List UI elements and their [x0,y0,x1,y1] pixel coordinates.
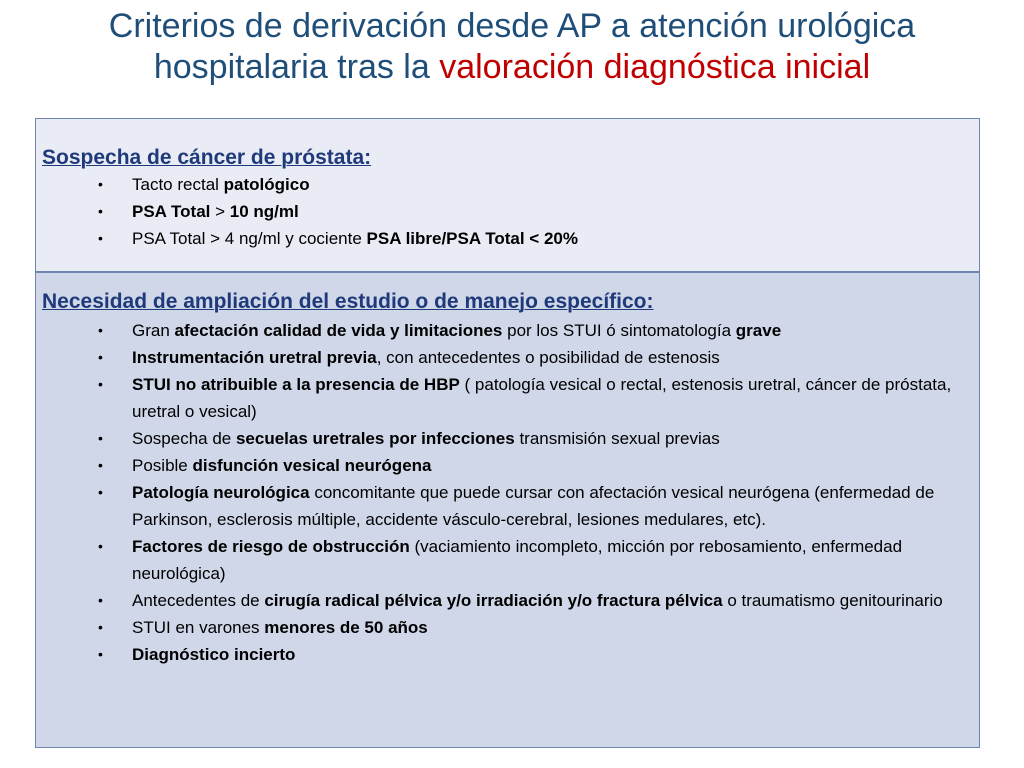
emphasis-text: cirugía radical pélvica y/o irradiación y/o fractura pélvica [264,591,723,610]
item-text: Tacto rectal [132,175,224,194]
section-extended-study [35,272,980,748]
emphasis-text: Patología neurológica [132,483,310,502]
item-text: Posible [132,456,193,475]
item-text: o traumatismo genitourinario [722,591,943,610]
item-text: Sospecha de [132,429,236,448]
emphasis-text: disfunción vesical neurógena [192,456,432,475]
item-text: ( patología vesical o rectal, estenosis uretral, cáncer de próstata, uretral o vesical) [132,375,952,421]
bullet-icon: • [98,203,103,219]
title-line-1: Criterios de derivación desde AP a atención urológica [108,7,916,45]
bullet-icon: • [98,619,103,635]
item-text: por los STUI ó sintomatología [502,321,736,340]
emphasis-text: PSA Total [132,202,211,221]
emphasis-text: 10 ng/ml [229,202,299,221]
item-text: Gran [132,321,175,340]
bullet-icon: • [98,349,103,365]
emphasis-text: Factores de riesgo de obstrucción [132,537,410,556]
bullet-icon: • [98,538,103,554]
list-item [42,641,979,668]
emphasis-text: secuelas uretrales por infecciones [235,429,515,448]
list-item [42,171,979,198]
list-item [42,533,979,587]
bullet-icon: • [98,322,103,338]
list-item [42,614,979,641]
criteria-list-prostate-cancer [42,171,979,252]
emphasis-text: patológico [223,175,310,194]
criteria-list-extended-study [42,317,979,668]
list-item [42,317,979,344]
list-item [42,225,979,252]
item-text: STUI en varones [132,618,265,637]
title-line-2-accent: valoración diagnóstica inicial [439,48,871,86]
item-text: PSA Total > 4 ng/ml y cociente [132,229,367,248]
bullet-icon: • [98,376,103,392]
emphasis-text: STUI no atribuible a la presencia de HBP [132,375,460,394]
item-text: Antecedentes de [132,591,265,610]
bullet-icon: • [98,230,103,246]
section-heading-prostate-cancer: Sospecha de cáncer de próstata: [42,146,372,169]
item-text: transmisión sexual previas [514,429,720,448]
section-prostate-cancer [35,118,980,272]
list-item [42,479,979,533]
emphasis-text: grave [735,321,782,340]
section-heading-extended-study: Necesidad de ampliación del estudio o de manejo específico: [42,290,654,313]
list-item [42,425,979,452]
item-text: , con antecedentes o posibilidad de estenosis [376,348,720,367]
list-item [42,198,979,225]
bullet-icon: • [98,646,103,662]
list-item [42,587,979,614]
emphasis-text: menores de 50 años [264,618,428,637]
title-line-2-plain: hospitalaria tras la [153,48,440,86]
emphasis-text: afectación calidad de vida y limitaciones [174,321,503,340]
title-line-2 [0,47,1024,88]
bullet-icon: • [98,457,103,473]
bullet-icon: • [98,176,103,192]
emphasis-text: PSA libre/PSA Total < 20% [366,229,578,248]
item-text: > [210,202,230,221]
list-item [42,371,979,425]
bullet-icon: • [98,592,103,608]
item-text: (vaciamiento incompleto, micción por rebosamiento, enfermedad neurológica) [132,537,903,583]
slide-title [0,6,1024,88]
list-item [42,452,979,479]
list-item [42,344,979,371]
bullet-icon: • [98,430,103,446]
bullet-icon: • [98,484,103,500]
emphasis-text: Diagnóstico incierto [132,645,296,664]
item-text: concomitante que puede cursar con afectación vesical neurógena (enfermedad de Parkinson, esclerosis múltiple, accidente vásculo-cerebral, lesiones medulares, etc). [132,483,935,529]
emphasis-text: Instrumentación uretral previa [132,348,377,367]
